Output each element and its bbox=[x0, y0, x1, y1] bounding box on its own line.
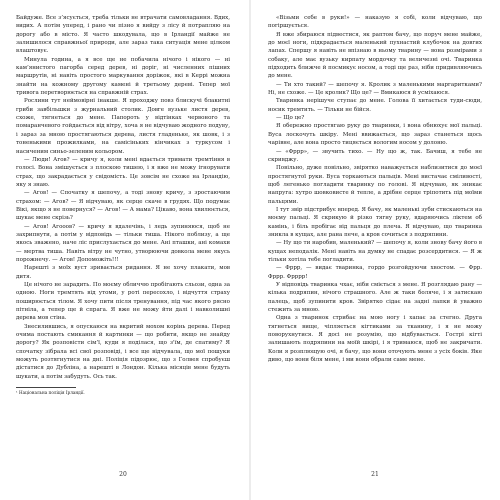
book-gutter bbox=[249, 0, 251, 500]
right-paragraph-8: Повільно, дуже повільно, звірятко наважується наблизитися до моєї простягнутої руки. Вуса торкаються пальців. Мені вистачає сміливості, щоб легенько погладити тваринку по голові. Я відчуваю, як зникає напруга: хутро шовковисте й тепле, а дрібне серце тріпотить під моїми пальцями. bbox=[268, 165, 482, 205]
right-paragraph-13: Одна з тваринок стрибає на мою ногу і хапає за стегно. Друга тягнеться вище, чіпляється кігтиками за тканину, і я не можу поворухнутися. Я досі не розумію, що відбувається. Гострі кігті залишають подряпини на моїй шкірі, і я тримаюся, щоб не закричати. Коли я розплющую очі, я бачу, що вони оточують мене з усіх боків. Яке диво, що вони біля мене, і ми вони обрали саме мене. bbox=[268, 315, 482, 364]
footnote: ¹ Національна поліція Ірландії. bbox=[16, 390, 85, 396]
page-number-left: 20 bbox=[119, 471, 127, 478]
right-paragraph-9: І тут звір підстрибує вперед. Я бачу, як маленькі зуби стискаються на моєму пальці. Я скрикую й різко тягну руку, вдаряючись ліктем об камінь, і біль пробігає від пальця до плеча. Я відчуваю, що тваринка зникла в кущах, але рана пече, а кров сочиться з подряпини. bbox=[268, 206, 482, 238]
page-number-right: 21 bbox=[371, 471, 379, 478]
left-paragraph-9: Знесилившись, я опускаюся на вкритий мохом корінь дерева. Перед очима постають смикання й картинки — що робити, якщо не знайду дорогу? Як розповісти сім’ї, куди я поділася, що з'їм, де спатиму? Я спочатку зібрала всі свої розповіді, і все ще відчувала, що мої пошуки можуть розтягнутися на дні. Поліція підозрює, що з Голвея спробуєш дістатися до Дубліна, а нарешті в Лондон. Кілька місяців мене будуть шукати, а потім забудуть. Ось так. bbox=[16, 323, 230, 380]
left-paragraph-7: Нарешті з моїх вуст зривається ридання. Я не хочу плакати, мов дитя. bbox=[16, 265, 230, 280]
left-paragraph-1: Байдуже. Все з’ясується, треба тільки не втрачати самовладання. Вдих, видих. А потім уперед, і рано чи пізно я вийду з лісу й потрапляю на дорогу або в місто. Я часто шкодувала, що в Ірландії майже не залишилося справжньої природи, але зараз така ситуація мене цілком влаштовує. bbox=[16, 15, 230, 55]
left-paragraph-2: Минула година, а я все ще не побачила нічого і нікого — ні кам’янистого пагорба серед дерев, ні доріг, ні численних пішних маршрутів, ні навіть простого маркування доріжок, які в Керрі можна знайти на кожному другому камені й третьому дереві. Тепер мої тривога перетворюється на справжній страх. bbox=[16, 56, 230, 97]
footnote-divider bbox=[16, 387, 76, 388]
right-paragraph-5: — Що це? bbox=[276, 115, 305, 122]
right-paragraph-7: — «Фррр», — звучить тихо. — Ну що ж, так. Бачиш, я тебе не скривджу. bbox=[268, 148, 482, 163]
right-page-body bbox=[268, 14, 482, 364]
right-paragraph-1: «Візьми себе в руки!» — наказую я собі, коли відчуваю, що погіршується. bbox=[268, 15, 482, 30]
right-paragraph-2: Я вже збираюся підвестися, як раптом бачу, що поруч мене майже, до моєї ноги, підкрадається маленький пухнастий клубочок на довгих лапах. Спершу я навіть не впізнаю в ньому тварину — вона розмірами з собаку, але має вузьку кирпату мордочку та величезні очі. Тваринка підходить ближче й посмикує носом, а тоді ще раз, ніби придивляючись до мене. bbox=[268, 31, 482, 80]
left-paragraph-5: — Агов! — Спочатку я шепочу, а тоді знову кричу, з зростаючим страхом: — Агов? — Я відчуваю, як серце скаче в грудях. Що подумає Вікі, якщо я не повернуся? — Агов! — А мама? Цікаво, вона хвилюється, шукає мене скрізь? bbox=[16, 190, 230, 222]
right-paragraph-6: Я обережно простягаю руку до тваринки, і вона обнюхує мої пальці. Вуса лоскочуть шкіру. Мені ввижається, що зараз станеться щось чарівне, але вона просто тицяється вологим носом у долоню. bbox=[268, 123, 482, 147]
right-paragraph-4: Тваринка нерішуче ступає до мене. Голова її хитається туди-сюди, носик тремтить. — Тільки не бійся. bbox=[268, 98, 482, 113]
right-page bbox=[268, 14, 482, 484]
left-paragraph-4: — Люди! Агов? — кричу я, коли мені вдається тримати тремтіння в голосі. Вона змішується з плоскою тишею, і я вже не можу ігнорувати страх, що закрадається у свідомість. Це зовсім не схоже на Ірландію, яку я знаю. bbox=[16, 156, 230, 188]
right-paragraph-11: — Фррр, — видає тваринка, гордо розгойдуючи хвостом. — Фрр. Фррр. Фрррр! bbox=[268, 265, 482, 280]
left-paragraph-3: Рослини тут неймовірні інакше. Я проходжу повз блискучі блакитні гриби завбільшки з журнальний столик. Довге вузьке листя дерев, схоже, тягнеться до мене. Папороть у відтінках червоного та помаранчевого гойдається від вітру, хоча я не відчуваю жодного подуву, і зараз за мною простягаються дерева, листя гладеньке, як шовк, і з тоненькими прожилками, на самісіньких кінчиках з туркусом і насиченим синьо-зеленим кольором. bbox=[16, 98, 230, 155]
right-paragraph-12: У відповідь тваринка чхає, ніби сміється з мене. Я розглядаю рану — кілька подряпин, нічого страшного. Але ж таки боляче, і я затискаю палець, щоб зупинити кров. Звірятко сідає на задні лапки й уважно стежить за мною. bbox=[268, 282, 482, 314]
left-page bbox=[16, 14, 230, 484]
left-paragraph-8: Це нічого не зарадить. По моєму обличчю пробігають сльози, одна за одною. Ноги тремтять від утоми, у роті пересохло, і відчуття страху поширюється тілом. Я хочу пити після тренування, під час якого рясно пітніла, а тепер ще й спрага. Я вже не можу йти далі і навколишні дерева мов стіна. bbox=[16, 282, 230, 322]
left-paragraph-6: — Агов! Агооов? — кричу я вдалечінь, і ледь зупиняюся, щоб не захрипнути, а потім у відповідь — тільки тиша. Нікого поблизу, а ще якось зважено, наче ліс прислухається до мене. Ані пташки, ані комахи — мертва тиша. Навіть вітру не чутно, утворюючи довкола мене якусь порожнечу. — Агов! Допоможіть!!! bbox=[16, 223, 230, 263]
right-paragraph-3: — Ти хто такий? — шепочу я. Кролик з маленькими маргаритками? Ні, не схоже. — Це кролик? Що це? — Вмикаюся й усміхаюся. bbox=[268, 81, 482, 97]
left-page-body bbox=[16, 14, 230, 396]
right-paragraph-10: — Ну що ти наробив, маленький? — шепочу я, коли знову бачу його в кущах неподалік. Мені навіть на думку не спадає розсердитися. — Я ж тільки хотіла тебе погладити. bbox=[268, 240, 482, 263]
